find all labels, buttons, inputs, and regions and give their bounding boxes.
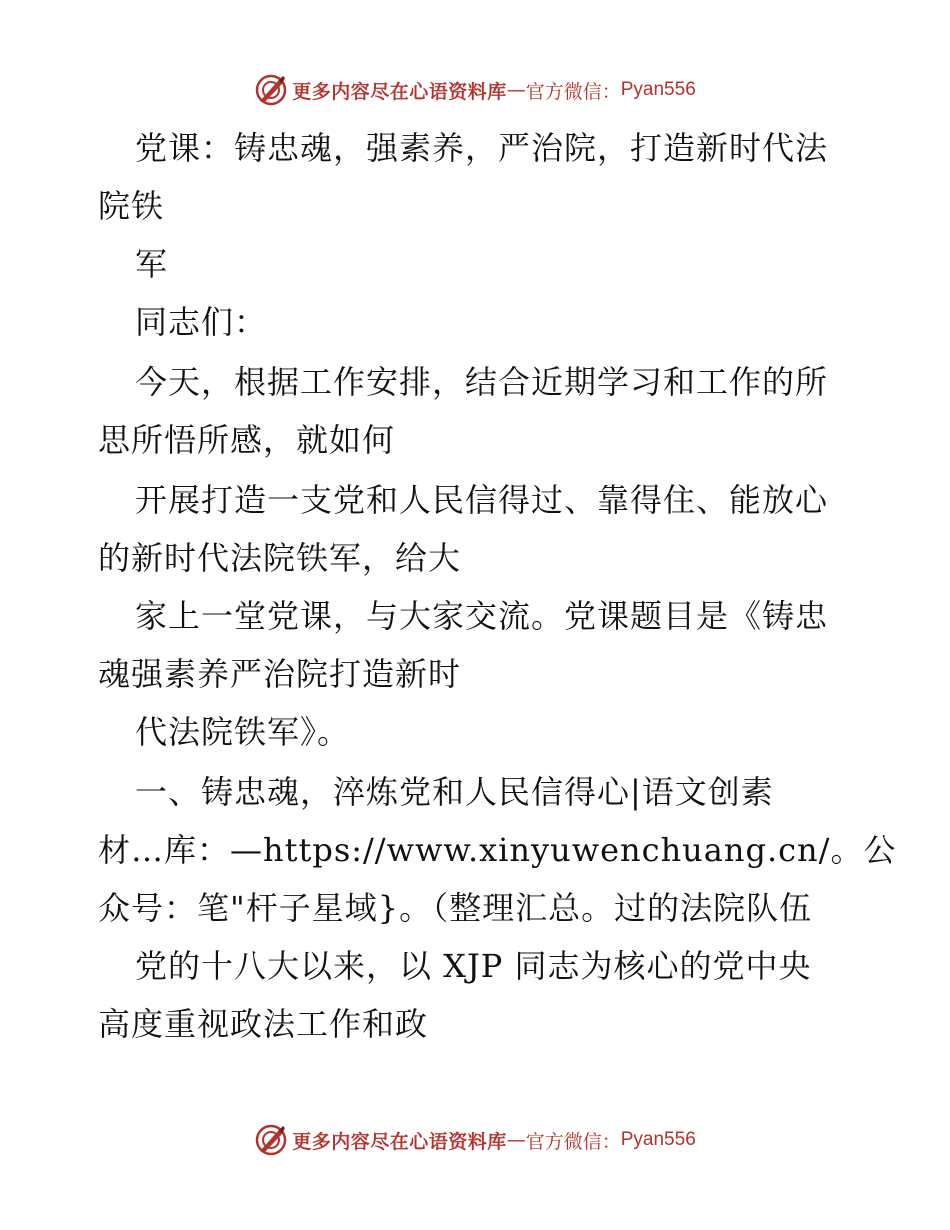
- watermark-official-label: 官方微信：: [525, 1130, 621, 1153]
- watermark-account: Pyan556: [620, 79, 696, 100]
- doc-line: 材…库：—https://www.xinyuwenchuang.cn/。公: [98, 831, 897, 869]
- doc-heading: 一、铸忠魂，淬炼党和人民信得心|语文创素: [135, 773, 774, 811]
- doc-line: 思所悟所感，就如何: [98, 421, 396, 459]
- doc-line: 党的十八大以来，以 XJP 同志为核心的党中央: [135, 947, 812, 985]
- doc-line: 的新时代法院铁军，给大: [98, 539, 462, 577]
- doc-line: 今天，根据工作安排，结合近期学习和工作的所: [135, 363, 829, 401]
- doc-line: 开展打造一支党和人民信得过、靠得住、能放心: [135, 481, 829, 519]
- watermark-dash: —: [506, 79, 526, 101]
- doc-salutation: 同志们：: [135, 303, 268, 341]
- doc-title: 党课：铸忠魂，强素养，严治院，打造新时代法: [135, 129, 829, 167]
- watermark-dash: —: [506, 1129, 526, 1151]
- watermark-brand: 更多内容尽在心语资料库: [292, 1130, 507, 1153]
- doc-line: 院铁: [98, 187, 165, 225]
- footer-watermark: [0, 1120, 950, 1160]
- doc-line: 众号：笔"杆子星域}。（整理汇总。过的法院队伍: [98, 889, 813, 927]
- seal-logo-icon: [254, 1123, 288, 1157]
- doc-line: 高度重视政法工作和政: [98, 1005, 429, 1043]
- doc-line: 家上一堂党课，与大家交流。党课题目是《铸忠: [135, 597, 829, 635]
- watermark-brand: 更多内容尽在心语资料库: [292, 80, 507, 103]
- watermark-account: Pyan556: [620, 1129, 696, 1150]
- doc-line: 代法院铁军》。: [135, 713, 351, 751]
- watermark-official-label: 官方微信：: [525, 80, 621, 103]
- doc-line: 魂强素养严治院打造新时: [98, 655, 462, 693]
- doc-line: 军: [135, 245, 169, 283]
